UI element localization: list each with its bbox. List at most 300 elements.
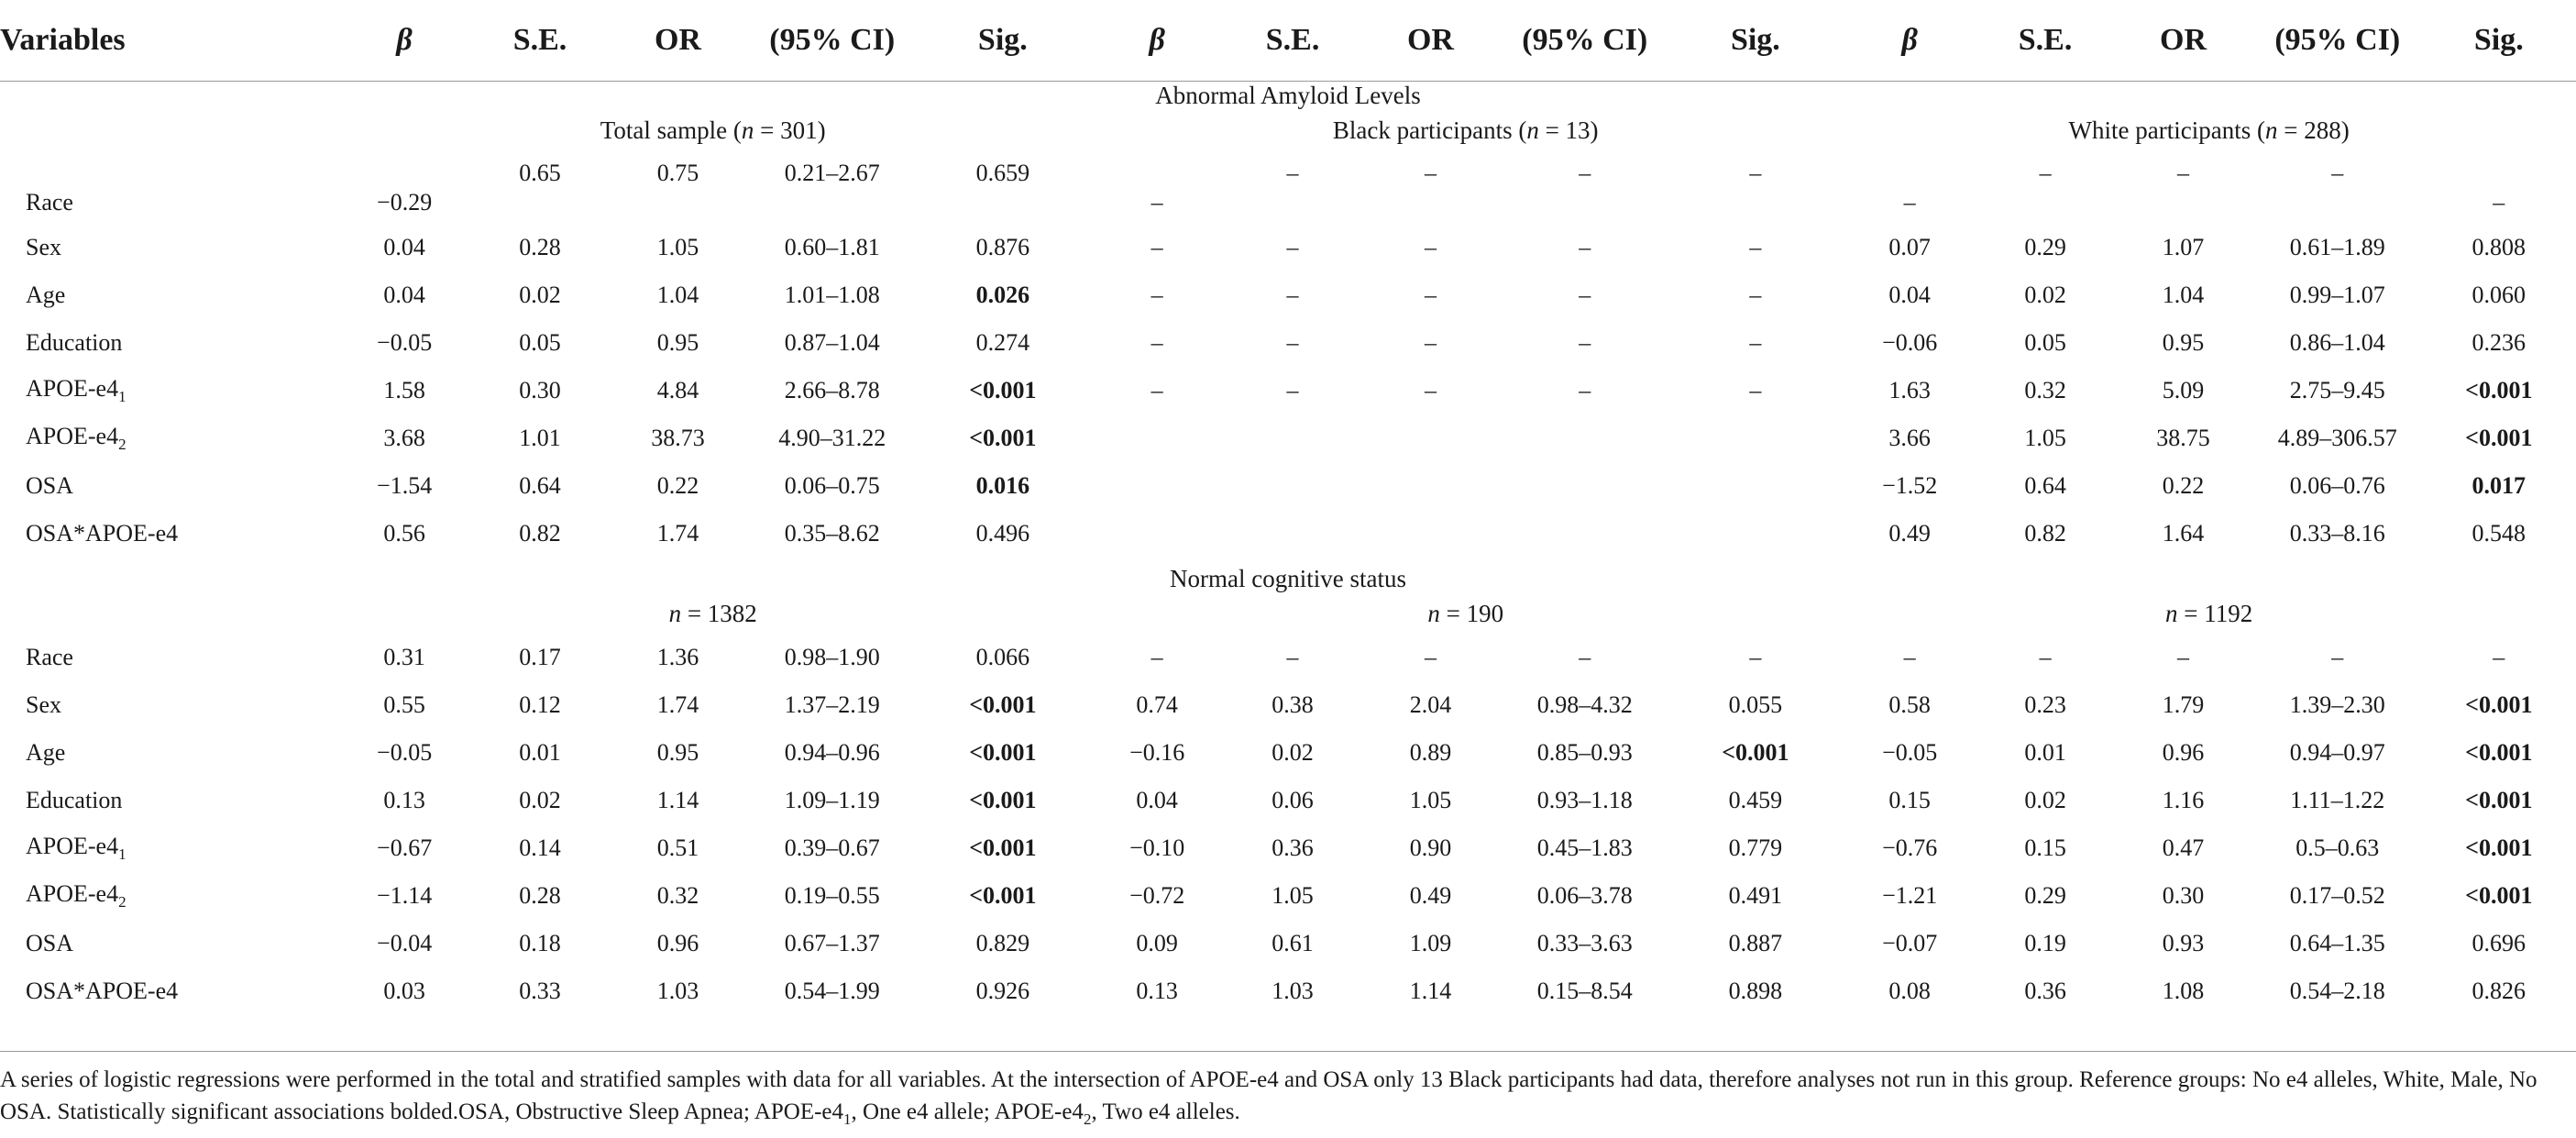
variable-label: APOE-e4 (26, 374, 119, 402)
row-variable (0, 920, 336, 967)
bottom-rule (0, 1051, 2576, 1052)
cell-sig-3: – (2493, 189, 2505, 215)
cell-sig-3: 0.808 (2471, 234, 2526, 260)
section2-title: Normal cognitive status (1170, 565, 1406, 592)
row-variable (0, 224, 336, 271)
cell-ci-2 (1501, 462, 1669, 510)
cell-or-2: – (1424, 160, 1437, 186)
cell-ci-2: 0.98–4.32 (1536, 691, 1633, 718)
variable-label: Sex (26, 234, 61, 260)
footnote-part3: , Two e4 alleles. (1091, 1099, 1240, 1124)
cell-ci-2: – (1579, 644, 1591, 670)
cell-ci-1: 0.67–1.37 (784, 930, 880, 956)
cell-or-3: 1.79 (2162, 691, 2205, 718)
cell-beta-2: 0.74 (1136, 691, 1178, 718)
row-variable (0, 777, 336, 824)
cell-or-2: 1.05 (1409, 787, 1452, 813)
cell-beta-2: – (1150, 282, 1163, 308)
cell-se-3: 0.02 (2024, 787, 2066, 813)
section2-group-label-2 (1089, 593, 1842, 634)
cell-se-1: 0.30 (519, 377, 561, 403)
cell-or-1: 1.74 (656, 520, 699, 547)
cell-sig-1: 0.274 (975, 329, 1030, 356)
table-row (0, 510, 2576, 558)
cell-beta-3: −0.05 (1882, 739, 1938, 766)
cell-se-3: 0.29 (2024, 234, 2066, 260)
section1-title-row (0, 82, 2576, 111)
variable-label: Sex (26, 691, 61, 718)
cell-or-1: 1.36 (656, 644, 699, 670)
cell-sig-3: <0.001 (2465, 882, 2533, 909)
cell-se-3: 0.29 (2024, 882, 2066, 909)
gap-cell (0, 558, 2576, 565)
cell-beta-3: −1.21 (1882, 882, 1938, 909)
cell-sig-1: 0.829 (975, 930, 1030, 956)
cell-beta-3: 0.07 (1888, 234, 1931, 260)
section2-group-label-3 (1842, 593, 2576, 634)
cell-sig-3: 0.060 (2471, 282, 2526, 308)
table-row (0, 872, 2576, 920)
cell-beta-1: 0.04 (383, 282, 425, 308)
cell-ci-1: 0.06–0.75 (784, 472, 880, 499)
cell-beta-1: 0.04 (383, 234, 425, 260)
cell-ci-3: 0.54–2.18 (2289, 978, 2385, 1004)
cell-ci-1: 0.19–0.55 (784, 882, 880, 909)
cell-sig-3: 0.826 (2471, 978, 2526, 1004)
cell-ci-2: – (1579, 329, 1591, 356)
cell-or-3: – (2177, 644, 2189, 670)
cell-beta-1: 0.55 (383, 691, 425, 718)
cell-sig-1: <0.001 (969, 882, 1037, 909)
variable-label: OSA*APOE-e4 (26, 978, 179, 1004)
cell-sig-2: – (1749, 160, 1762, 186)
group-label-suffix: = 190 (1439, 599, 1504, 627)
table-row (0, 920, 2576, 967)
cell-se-2: 0.61 (1271, 930, 1314, 956)
cell-se-2: 0.36 (1271, 834, 1314, 861)
row-variable (0, 462, 336, 510)
row-variable (0, 271, 336, 319)
cell-beta-1: 0.31 (383, 644, 425, 670)
cell-or-2: 0.90 (1409, 834, 1452, 861)
row-variable (0, 414, 336, 462)
cell-ci-1: 0.39–0.67 (784, 834, 880, 861)
variable-label: APOE-e4 (26, 422, 119, 449)
cell-beta-3: −1.52 (1882, 472, 1938, 499)
group-label-suffix: = 301) (754, 116, 826, 144)
cell-or-3: 0.47 (2162, 834, 2205, 861)
cell-or-3: 0.22 (2162, 472, 2205, 499)
cell-or-2: 0.89 (1409, 739, 1452, 766)
cell-sig-2: 0.887 (1728, 930, 1783, 956)
cell-se-2: 0.38 (1271, 691, 1314, 718)
cell-ci-3: 0.64–1.35 (2289, 930, 2385, 956)
cell-sig-1: <0.001 (969, 834, 1037, 861)
cell-or-1: 0.95 (656, 739, 699, 766)
variable-label: Age (26, 282, 66, 308)
cell-se-2: 1.05 (1271, 882, 1314, 909)
cell-ci-3: 0.33–8.16 (2289, 520, 2385, 547)
cell-sig-1: 0.659 (975, 160, 1030, 186)
cell-ci-3: 0.99–1.07 (2289, 282, 2385, 308)
cell-beta-3: 0.58 (1888, 691, 1931, 718)
footnote-part2: , One e4 allele; APOE-e4 (851, 1099, 1084, 1124)
group-label-n: n (668, 599, 682, 627)
variable-label: Education (26, 787, 123, 813)
cell-or-2 (1360, 414, 1501, 462)
table-row (0, 224, 2576, 271)
header-or-3: OR (2113, 0, 2253, 82)
cell-se-1: 0.14 (519, 834, 561, 861)
cell-se-3: 0.36 (2024, 978, 2066, 1004)
header-se-1: S.E. (472, 0, 608, 82)
cell-beta-1: 0.13 (383, 787, 425, 813)
footnote-sub1: 1 (843, 1110, 852, 1128)
cell-beta-3: – (1903, 189, 1916, 215)
group-label-suffix: = 1192 (2177, 599, 2253, 627)
cell-ci-2 (1501, 414, 1669, 462)
cell-sig-3: <0.001 (2465, 425, 2533, 451)
cell-sig-3: 0.696 (2471, 930, 2526, 956)
cell-beta-3: −0.76 (1882, 834, 1938, 861)
cell-beta-3: 1.63 (1888, 377, 1931, 403)
table-row (0, 824, 2576, 872)
row-variable (0, 872, 336, 920)
cell-ci-2: 0.45–1.83 (1536, 834, 1633, 861)
cell-sig-3: – (2493, 644, 2505, 670)
row-variable (0, 634, 336, 681)
cell-beta-3: 0.04 (1888, 282, 1931, 308)
table-row (0, 271, 2576, 319)
row-variable (0, 729, 336, 777)
cell-or-2: 1.09 (1409, 930, 1452, 956)
cell-se-2 (1225, 414, 1360, 462)
header-beta-3: β (1842, 0, 1977, 82)
cell-se-2: 0.06 (1271, 787, 1314, 813)
header-variables: Variables (0, 0, 336, 82)
cell-or-1: 0.75 (656, 160, 699, 186)
variable-label: OSA (26, 930, 74, 956)
row-variable (0, 367, 336, 414)
cell-se-1: 0.82 (519, 520, 561, 547)
cell-se-1: 0.28 (519, 234, 561, 260)
header-sig-2: Sig. (1669, 0, 1843, 82)
cell-se-2 (1225, 462, 1360, 510)
row-variable (0, 967, 336, 1015)
group-label-prefix: Black participants ( (1332, 116, 1527, 144)
cell-sig-3: <0.001 (2465, 787, 2533, 813)
cell-beta-1: 0.03 (383, 978, 425, 1004)
cell-se-3: 0.01 (2024, 739, 2066, 766)
section-gap (0, 558, 2576, 565)
cell-se-3: – (2039, 160, 2052, 186)
cell-beta-3: – (1903, 644, 1916, 670)
cell-sig-3: <0.001 (2465, 834, 2533, 861)
cell-sig-1: <0.001 (969, 377, 1037, 403)
table-row (0, 150, 2576, 224)
cell-sig-1: 0.026 (975, 282, 1030, 308)
table-row (0, 462, 2576, 510)
cell-or-1: 1.03 (656, 978, 699, 1004)
cell-se-3: 0.05 (2024, 329, 2066, 356)
cell-or-2 (1360, 510, 1501, 558)
cell-sig-1: <0.001 (969, 739, 1037, 766)
cell-or-3: 0.93 (2162, 930, 2205, 956)
footnote-part1: A series of logistic regressions were performed in the total and stratified samples with data for all variables. At the intersection of APOE-e4 and OSA only 13 Black participants had data, therefore analyses not run in this group. Reference groups: No e4 alleles, White, Male, No OSA. Statistically significant associations bolded.OSA, Obstructive Sleep Apnea; APOE-e4 (0, 1067, 2537, 1124)
cell-sig-1: 0.496 (975, 520, 1030, 547)
variable-subscript: 2 (118, 436, 127, 454)
section1-title: Abnormal Amyloid Levels (1155, 82, 1421, 109)
cell-sig-3: 0.017 (2471, 472, 2526, 499)
cell-ci-1: 0.21–2.67 (784, 160, 880, 186)
cell-or-2: – (1424, 329, 1437, 356)
cell-or-3: 5.09 (2162, 377, 2205, 403)
cell-sig-3: <0.001 (2465, 377, 2533, 403)
footnote-sub2: 2 (1083, 1110, 1092, 1128)
cell-or-3: 1.07 (2162, 234, 2205, 260)
cell-sig-1: 0.066 (975, 644, 1030, 670)
cell-beta-3: −0.07 (1882, 930, 1938, 956)
cell-or-1: 1.05 (656, 234, 699, 260)
row-variable (0, 681, 336, 729)
cell-se-1: 0.65 (519, 160, 561, 186)
section1-group-label-1 (336, 110, 1089, 150)
cell-sig-2: 0.055 (1728, 691, 1783, 718)
cell-ci-2: 0.15–8.54 (1536, 978, 1633, 1004)
cell-or-2: – (1424, 234, 1437, 260)
cell-ci-3: 4.89–306.57 (2277, 425, 2397, 451)
group-label-suffix: = 1382 (681, 599, 757, 627)
variable-label: OSA (26, 472, 74, 499)
cell-or-2 (1360, 462, 1501, 510)
variable-subscript: 2 (118, 893, 127, 912)
variable-label: Education (26, 329, 123, 356)
cell-se-1: 0.02 (519, 787, 561, 813)
header-ci-2: (95% CI) (1501, 0, 1669, 82)
cell-ci-1: 1.01–1.08 (784, 282, 880, 308)
cell-se-1: 0.05 (519, 329, 561, 356)
cell-beta-1: −0.05 (377, 739, 433, 766)
header-ci-3: (95% CI) (2253, 0, 2422, 82)
cell-ci-3: 0.5–0.63 (2295, 834, 2380, 861)
cell-beta-1: −1.14 (377, 882, 433, 909)
cell-beta-2: −0.10 (1129, 834, 1185, 861)
cell-se-1: 0.17 (519, 644, 561, 670)
cell-or-3: 1.04 (2162, 282, 2205, 308)
header-or-1: OR (608, 0, 748, 82)
cell-beta-3: 0.08 (1888, 978, 1931, 1004)
cell-sig-2: – (1749, 282, 1762, 308)
group-label-n: n (1526, 116, 1539, 144)
cell-ci-2: – (1579, 282, 1591, 308)
header-beta-1: β (336, 0, 472, 82)
group-label-suffix: = 13) (1538, 116, 1599, 144)
cell-sig-1: 0.016 (975, 472, 1030, 499)
cell-ci-3: 0.17–0.52 (2289, 882, 2385, 909)
cell-se-1: 0.64 (519, 472, 561, 499)
cell-or-3: 1.64 (2162, 520, 2205, 547)
variable-label: APOE-e4 (26, 879, 119, 907)
row-variable (0, 824, 336, 872)
cell-or-1: 0.95 (656, 329, 699, 356)
cell-se-2 (1225, 510, 1360, 558)
cell-ci-1: 0.60–1.81 (784, 234, 880, 260)
header-sig-3: Sig. (2422, 0, 2576, 82)
cell-beta-2: – (1150, 377, 1163, 403)
cell-ci-2: 0.06–3.78 (1536, 882, 1633, 909)
cell-sig-3: <0.001 (2465, 739, 2533, 766)
cell-ci-1: 0.94–0.96 (784, 739, 880, 766)
cell-sig-3: 0.236 (2471, 329, 2526, 356)
cell-ci-2: – (1579, 377, 1591, 403)
variable-subscript: 1 (118, 845, 127, 864)
cell-beta-2 (1089, 414, 1225, 462)
table-row (0, 681, 2576, 729)
group-label-n: n (2165, 599, 2178, 627)
table-body (0, 82, 2576, 1016)
cell-se-3: 0.32 (2024, 377, 2066, 403)
cell-or-3: 1.08 (2162, 978, 2205, 1004)
cell-ci-2: – (1579, 234, 1591, 260)
cell-beta-2: 0.13 (1136, 978, 1178, 1004)
cell-ci-1: 0.54–1.99 (784, 978, 880, 1004)
cell-se-1: 0.12 (519, 691, 561, 718)
group-spacer (0, 110, 336, 150)
group-label-prefix: White participants ( (2068, 116, 2265, 144)
cell-or-1: 1.74 (656, 691, 699, 718)
cell-or-3: 1.16 (2162, 787, 2205, 813)
cell-ci-2 (1501, 510, 1669, 558)
table-row (0, 634, 2576, 681)
cell-se-2: 1.03 (1271, 978, 1314, 1004)
cell-ci-3: 2.75–9.45 (2289, 377, 2385, 403)
section2-group-label-1 (336, 593, 1089, 634)
cell-sig-1: <0.001 (969, 425, 1037, 451)
table-row (0, 367, 2576, 414)
cell-sig-1: <0.001 (969, 787, 1037, 813)
cell-se-2: – (1286, 329, 1299, 356)
group-label-n: n (1427, 599, 1440, 627)
section1-group-label-3 (1842, 110, 2576, 150)
cell-or-1: 0.32 (656, 882, 699, 909)
cell-or-2: 1.14 (1409, 978, 1452, 1004)
cell-sig-2: – (1749, 377, 1762, 403)
cell-ci-3: – (2331, 644, 2344, 670)
cell-sig-2: – (1749, 644, 1762, 670)
row-variable (0, 150, 336, 224)
cell-se-3: – (2039, 644, 2052, 670)
cell-or-1: 1.04 (656, 282, 699, 308)
table-row (0, 319, 2576, 367)
cell-se-2: – (1286, 644, 1299, 670)
cell-sig-1: <0.001 (969, 691, 1037, 718)
header-row (0, 0, 2576, 82)
cell-ci-1: 2.66–8.78 (784, 377, 880, 403)
cell-se-1: 0.33 (519, 978, 561, 1004)
cell-se-2: 0.02 (1271, 739, 1314, 766)
cell-or-2: – (1424, 377, 1437, 403)
variable-subscript: 1 (118, 388, 127, 406)
cell-beta-1: −0.29 (377, 189, 433, 215)
cell-se-3: 0.64 (2024, 472, 2066, 499)
cell-se-1: 0.01 (519, 739, 561, 766)
cell-beta-2 (1089, 462, 1225, 510)
cell-sig-3: 0.548 (2471, 520, 2526, 547)
header-se-2: S.E. (1225, 0, 1360, 82)
cell-ci-3: – (2331, 160, 2344, 186)
cell-beta-1: 3.68 (383, 425, 425, 451)
cell-or-2: 2.04 (1409, 691, 1452, 718)
cell-ci-1: 0.35–8.62 (784, 520, 880, 547)
cell-ci-2: 0.33–3.63 (1536, 930, 1633, 956)
cell-se-3: 0.82 (2024, 520, 2066, 547)
cell-beta-3: 0.49 (1888, 520, 1931, 547)
cell-ci-2: 0.93–1.18 (1536, 787, 1633, 813)
table-row (0, 967, 2576, 1015)
table-row (0, 414, 2576, 462)
cell-beta-1: 1.58 (383, 377, 425, 403)
cell-beta-2: 0.09 (1136, 930, 1178, 956)
variable-label: APOE-e4 (26, 832, 119, 859)
cell-ci-2: 0.85–0.93 (1536, 739, 1633, 766)
variable-label: Race (26, 189, 73, 215)
cell-sig-2: – (1749, 234, 1762, 260)
cell-sig-2: 0.898 (1728, 978, 1783, 1004)
cell-sig-2 (1669, 462, 1843, 510)
cell-ci-3: 0.61–1.89 (2289, 234, 2385, 260)
cell-sig-2: – (1749, 329, 1762, 356)
cell-or-1: 38.73 (651, 425, 705, 451)
cell-beta-2: – (1150, 234, 1163, 260)
cell-beta-1: 0.56 (383, 520, 425, 547)
header-beta-2: β (1089, 0, 1225, 82)
table-row (0, 729, 2576, 777)
cell-se-1: 0.02 (519, 282, 561, 308)
cell-beta-3: 3.66 (1888, 425, 1931, 451)
section2-title-row (0, 565, 2576, 593)
cell-ci-2: – (1579, 160, 1591, 186)
group-spacer (0, 593, 336, 634)
cell-ci-1: 4.90–31.22 (778, 425, 886, 451)
table-row (0, 777, 2576, 824)
cell-or-1: 4.84 (656, 377, 699, 403)
cell-se-2: – (1286, 282, 1299, 308)
group-label-prefix: Total sample ( (600, 116, 742, 144)
cell-ci-1: 1.37–2.19 (784, 691, 880, 718)
cell-se-1: 0.18 (519, 930, 561, 956)
cell-or-3: – (2177, 160, 2189, 186)
cell-beta-2: 0.04 (1136, 787, 1178, 813)
cell-or-2: – (1424, 644, 1437, 670)
cell-ci-3: 0.86–1.04 (2289, 329, 2385, 356)
cell-or-2: – (1424, 282, 1437, 308)
cell-sig-2: 0.459 (1728, 787, 1783, 813)
cell-or-1: 1.14 (656, 787, 699, 813)
cell-se-2: – (1286, 377, 1299, 403)
cell-beta-2: – (1150, 189, 1163, 215)
section1-group-row (0, 110, 2576, 150)
group-label-n: n (2264, 116, 2278, 144)
cell-or-2: 0.49 (1409, 882, 1452, 909)
cell-sig-2 (1669, 414, 1843, 462)
cell-ci-3: 0.94–0.97 (2289, 739, 2385, 766)
cell-ci-1: 0.87–1.04 (784, 329, 880, 356)
cell-se-1: 1.01 (519, 425, 561, 451)
cell-se-2: – (1286, 160, 1299, 186)
variable-label: Age (26, 739, 66, 766)
table-footnote (0, 1064, 2567, 1135)
cell-beta-3: 0.15 (1888, 787, 1931, 813)
